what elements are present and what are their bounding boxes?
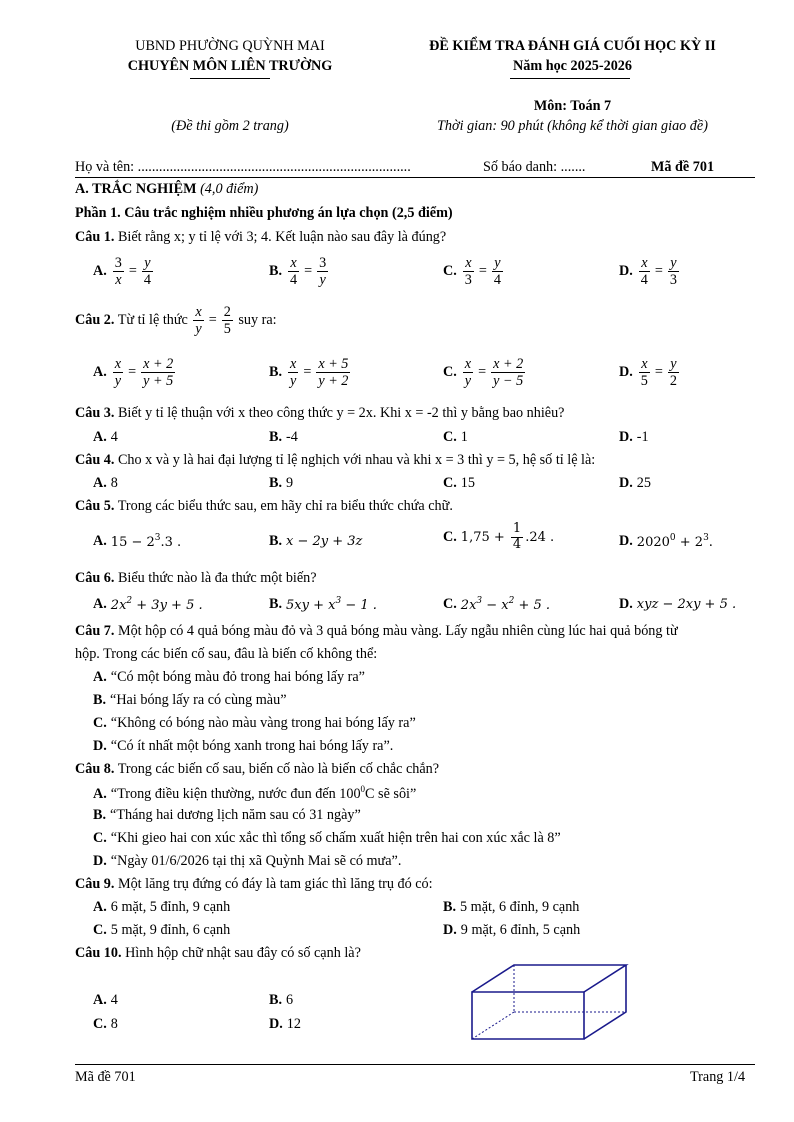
subject: Môn: Toán 7 [533, 98, 612, 114]
q2-option-b: B. $\frac{x}{y}$ = $\frac{x + 5}{y + 2}$ [269, 356, 349, 390]
option-text: “Có ít nhất một bóng xanh trong hai bóng lấy ra”. [110, 738, 394, 754]
question-10-label: Câu 10. [75, 945, 122, 961]
expr-part: − x [482, 598, 509, 613]
expr-sup: 3 [476, 596, 483, 606]
option-label: C. [443, 263, 457, 280]
question-1-label: Câu 1. [75, 229, 115, 245]
option-text: “Hai bóng lấy ra có cùng màu” [110, 692, 287, 708]
option-expression [461, 596, 550, 614]
q5-option-a [93, 533, 181, 551]
question-8-text: Trong các biến cố sau, biến cố nào là biến cố chắc chắn? [114, 761, 440, 777]
frac-den: y [464, 373, 472, 390]
question-2-text: Từ tỉ lệ thức [114, 312, 192, 329]
expr-part: . [708, 535, 713, 550]
exam-code: Mã đề 701 [651, 159, 715, 175]
q8-option-c [93, 830, 561, 847]
expr-part: + 3y + 5 . [132, 598, 203, 613]
option-label: A. [93, 475, 107, 491]
q1-option-c: C. $\frac{x}{3}$ = $\frac{y}{4}$ [443, 255, 501, 289]
part-1-heading: Phần 1. Câu trắc nghiệm nhiều phương án lựa chọn (2,5 điểm) [75, 205, 453, 221]
q6-option-a [93, 596, 203, 614]
question-4-text: Cho x và y là hai đại lượng tỉ lệ nghịch với nhau và khi x = 3 thì y = 5, hệ số tỉ lệ là: [114, 452, 596, 468]
frac-num: 1 [512, 521, 522, 536]
option-text: “Có một bóng màu đỏ trong hai bóng lấy ra” [110, 669, 365, 685]
box-front-face [472, 992, 584, 1039]
option-label: D. [619, 364, 633, 381]
frac-den: y [195, 321, 202, 338]
expr-part: 2x [110, 598, 127, 613]
option-label: B. [93, 692, 107, 708]
option-label: D. [619, 533, 633, 550]
expr-sup: 2 [508, 596, 515, 606]
footer-exam-code: Mã đề 701 [75, 1069, 136, 1085]
expr-sup: 2 [126, 596, 133, 606]
frac-den: 4 [512, 536, 522, 552]
option-label: C. [443, 528, 457, 545]
option-text: 15 [460, 475, 475, 491]
frac-num: x [114, 356, 122, 372]
option-label: A. [93, 364, 107, 381]
q7-option-a [93, 669, 365, 686]
header-left-underline [190, 78, 270, 79]
expr-part: 5xy + x [286, 598, 336, 613]
option-label: A. [93, 786, 107, 802]
frac-den: 4 [290, 272, 298, 289]
option-label: A. [93, 263, 107, 280]
q10-option-a [93, 992, 118, 1009]
q7-option-c [93, 715, 416, 732]
question-7 [75, 623, 678, 640]
option-label: B. [269, 263, 283, 280]
q5-option-d [619, 533, 713, 551]
option-expression [637, 533, 713, 551]
section-a-title: A. TRẮC NGHIỆM [75, 181, 197, 197]
rectangular-box-figure [465, 960, 635, 1044]
option-text: 6 [286, 992, 294, 1008]
q9-option-b [443, 899, 579, 916]
question-4-label: Câu 4. [75, 452, 115, 468]
frac-den: 5 [223, 321, 231, 338]
frac-num: y [668, 356, 679, 373]
option-text: “Trong điều kiện thường, nước đun đến 100 [110, 786, 361, 802]
option-label: B. [269, 429, 283, 445]
frac-den: 3 [464, 272, 472, 289]
expr-part: − 1 . [341, 598, 377, 613]
expr-sup: 3 [703, 533, 709, 543]
option-label: C. [93, 1016, 107, 1032]
frac-den: 5 [640, 373, 648, 390]
box-top-face [472, 965, 626, 992]
option-label: B. [269, 992, 283, 1008]
q4-option-a [93, 475, 118, 492]
frac-den: x [115, 272, 122, 289]
frac-den: 4 [493, 272, 501, 289]
option-text: 4 [110, 992, 118, 1008]
option-text: 9 [286, 475, 294, 491]
frac-num: 3 [114, 255, 122, 271]
option-label: B. [443, 899, 457, 915]
frac-num: x [195, 304, 202, 320]
option-expression: x − 2y + 3z [286, 533, 363, 549]
option-label: C. [93, 830, 107, 846]
option-text: 4 [110, 429, 118, 445]
section-a-points: (4,0 điểm) [196, 181, 259, 197]
option-label: D. [619, 429, 633, 445]
school-authority: UBND PHƯỜNG QUỲNH MAI [135, 38, 325, 54]
question-1-text: Biết rằng x; y tỉ lệ với 3; 4. Kết luận nào sau đây là đúng? [114, 229, 447, 245]
q3-option-b [269, 429, 298, 446]
frac-den: y [114, 373, 122, 390]
section-a-heading [75, 181, 258, 198]
option-text: 9 mặt, 6 đỉnh, 5 cạnh [460, 922, 581, 938]
option-expression [111, 596, 203, 614]
option-text: C sẽ sôi” [365, 786, 417, 802]
q10-option-c [93, 1016, 118, 1033]
expr-part: + 2 [675, 535, 704, 550]
q7-option-b [93, 692, 287, 709]
question-7-text: Một hộp có 4 quả bóng màu đỏ và 3 quả bóng màu vàng. Lấy ngẫu nhiên cùng lúc hai quả bóng từ [114, 623, 678, 639]
q2-option-c: C. $\frac{x}{y}$ = $\frac{x + 2}{y - 5}$ [443, 356, 524, 390]
option-label: C. [443, 596, 457, 613]
question-5-text: Trong các biểu thức sau, em hãy chỉ ra biểu thức chứa chữ. [114, 498, 453, 514]
q10-option-d [269, 1016, 301, 1033]
question-7-label: Câu 7. [75, 623, 115, 639]
question-3-label: Câu 3. [75, 405, 115, 421]
q4-option-c [443, 475, 475, 492]
question-6 [75, 570, 317, 587]
q8-option-b [93, 807, 361, 824]
option-label: D. [619, 263, 633, 280]
question-8-label: Câu 8. [75, 761, 115, 777]
q2-option-a: A. $\frac{x}{y}$ = $\frac{x + 2}{y + 5}$ [93, 356, 174, 390]
q2-option-d: D. $\frac{x}{5}$ = $\frac{y}{2}$ [619, 356, 677, 390]
q10-option-b [269, 992, 293, 1009]
question-3 [75, 405, 564, 422]
option-text: 12 [286, 1016, 301, 1032]
school-year: Năm học 2025-2026 [512, 58, 632, 74]
frac-den: 3 [669, 272, 677, 289]
q6-option-d [619, 596, 736, 613]
q1-option-a: A. $\frac{3}{x}$ = $\frac{y}{4}$ [93, 255, 151, 289]
option-sup: 0 [360, 784, 366, 794]
question-7-text-line2: hộp. Trong các biến cố sau, đâu là biến cố không thể: [75, 646, 378, 662]
frac-num: x + 2 [493, 356, 524, 372]
option-text: 5 mặt, 6 đỉnh, 9 cạnh [460, 899, 580, 915]
expr-part: .24 . [525, 529, 555, 545]
q8-option-d [93, 853, 401, 870]
option-text: 8 [110, 1016, 118, 1032]
header-right-underline [510, 78, 630, 79]
q7-option-d [93, 738, 393, 755]
option-label: B. [269, 475, 283, 491]
q5-option-c [443, 522, 554, 553]
option-label: D. [619, 475, 633, 491]
option-label: A. [93, 429, 107, 445]
option-text: 8 [110, 475, 118, 491]
option-label: D. [443, 922, 457, 938]
option-label: B. [269, 596, 283, 613]
frac-den: y [319, 272, 326, 289]
option-label: C. [443, 475, 457, 491]
question-3-text: Biết y tỉ lệ thuận với x theo công thức y = 2x. Khi x = -2 thì y bằng bao nhiêu? [114, 405, 565, 421]
frac-num: x + 2 [143, 356, 174, 372]
frac-den: y − 5 [493, 373, 524, 390]
frac-num: x [639, 255, 650, 272]
question-9-text: Một lăng trụ đứng có đáy là tam giác thì lăng trụ đó có: [114, 876, 433, 892]
expr-part: + 5 . [514, 598, 551, 613]
pages-note: (Đề thi gồm 2 trang) [171, 118, 289, 134]
frac-num: y [668, 255, 679, 272]
expr-part: 15 − 2 [110, 535, 155, 550]
frac-num: x [463, 255, 474, 272]
option-text: “Khi gieo hai con xúc xắc thì tổng số chấm xuất hiện trên hai con xúc xắc là 8” [110, 830, 561, 846]
option-label: A. [93, 992, 107, 1008]
question-6-text: Biểu thức nào là đa thức một biến? [114, 570, 317, 586]
option-label: A. [93, 533, 107, 550]
option-text: -1 [636, 429, 649, 445]
q6-option-b [269, 596, 377, 614]
option-text: “Không có bóng nào màu vàng trong hai bóng lấy ra” [110, 715, 416, 731]
question-9 [75, 876, 433, 893]
time-note: Thời gian: 90 phút (không kể thời gian giao đề) [437, 118, 708, 134]
q5-option-b [269, 533, 362, 550]
question-2-text-after: suy ra: [234, 312, 277, 329]
frac-den: y + 2 [318, 373, 349, 390]
expr-sup: 3 [154, 533, 161, 543]
frac-den: 4 [143, 272, 151, 289]
option-label: C. [93, 922, 107, 938]
option-text: 5 mặt, 9 đỉnh, 6 cạnh [110, 922, 231, 938]
option-label: C. [93, 715, 107, 731]
frac-den: 4 [640, 272, 648, 289]
question-2: Câu 2. Từ tỉ lệ thức $\frac{x}{y}$ = $\frac{2}{5}$ suy ra: [75, 304, 277, 338]
question-4 [75, 452, 595, 469]
option-label: B. [269, 533, 283, 549]
option-label: B. [269, 364, 283, 381]
option-label: A. [93, 899, 107, 915]
question-5-label: Câu 5. [75, 498, 115, 514]
frac-num: x [290, 356, 297, 372]
q9-option-a [93, 899, 230, 916]
option-expression: xyz − 2xy + 5 . [636, 596, 737, 612]
expr-part: 1,75 + [460, 529, 509, 545]
option-label: C. [443, 429, 457, 445]
exam-title: ĐỀ KIỂM TRA ĐÁNH GIÁ CUỐI HỌC KỲ II [429, 38, 716, 54]
candidate-number-field: Số báo danh: ....... [483, 159, 586, 175]
option-text: 25 [636, 475, 651, 491]
q1-option-b: B. $\frac{x}{4}$ = $\frac{3}{y}$ [269, 255, 327, 289]
school-department: CHUYÊN MÔN LIÊN TRƯỜNG [127, 58, 333, 74]
question-1 [75, 229, 446, 246]
expr-sup: 0 [669, 533, 676, 543]
frac-num: x [288, 255, 299, 272]
question-5 [75, 498, 453, 515]
option-label: A. [93, 596, 107, 613]
option-label: A. [93, 669, 107, 685]
expr-sup: 3 [335, 596, 342, 606]
option-text: -4 [286, 429, 298, 445]
option-text: 1 [460, 429, 468, 445]
frac-num: x + 5 [318, 356, 349, 372]
option-text: “Ngày 01/6/2026 tại thị xã Quỳnh Mai sẽ có mưa”. [110, 853, 402, 869]
expr-part: 2020 [636, 535, 670, 550]
frac-num: x [464, 356, 472, 372]
footer-divider [75, 1064, 755, 1065]
option-label: B. [93, 807, 107, 823]
q9-option-d [443, 922, 580, 939]
box-hidden-edge-depth [472, 1012, 514, 1039]
box-right-face [584, 965, 626, 1039]
question-9-label: Câu 9. [75, 876, 115, 892]
question-8 [75, 761, 439, 778]
option-label: C. [443, 364, 457, 381]
option-text: 6 mặt, 5 đỉnh, 9 cạnh [110, 899, 231, 915]
option-label: D. [93, 853, 107, 869]
footer-page-number: Trang 1/4 [690, 1069, 746, 1085]
question-2-label: Câu 2. [75, 312, 115, 329]
question-6-label: Câu 6. [75, 570, 115, 586]
expr-part: 2x [460, 598, 477, 613]
student-name-field: Họ và tên: ............................................................................. [75, 159, 411, 175]
frac-num: x [639, 356, 650, 373]
question-10-text: Hình hộp chữ nhật sau đây có số cạnh là? [121, 945, 361, 961]
frac-num: y [492, 255, 503, 272]
option-label: D. [269, 1016, 283, 1032]
frac-den: y + 5 [143, 373, 174, 390]
frac-num: y [142, 255, 153, 272]
q1-option-d: D. $\frac{x}{4}$ = $\frac{y}{3}$ [619, 255, 677, 289]
frac-num: 2 [223, 304, 231, 320]
q8-option-a [93, 784, 416, 803]
q4-option-b [269, 475, 293, 492]
option-label: D. [93, 738, 107, 754]
header-divider [75, 177, 755, 178]
expr-part: .3 . [160, 535, 182, 550]
option-label: D. [619, 596, 633, 612]
option-text: “Tháng hai dương lịch năm sau có 31 ngày” [110, 807, 361, 823]
question-10 [75, 945, 361, 962]
q9-option-c [93, 922, 230, 939]
option-expression [111, 533, 181, 551]
q3-option-c [443, 429, 468, 446]
frac-num: 3 [319, 255, 327, 271]
frac-den: y [290, 373, 297, 390]
option-expression [286, 596, 377, 614]
q3-option-d [619, 429, 649, 446]
q3-option-a [93, 429, 118, 446]
frac-den: 2 [669, 373, 677, 390]
q4-option-d [619, 475, 651, 492]
q6-option-c [443, 596, 550, 614]
